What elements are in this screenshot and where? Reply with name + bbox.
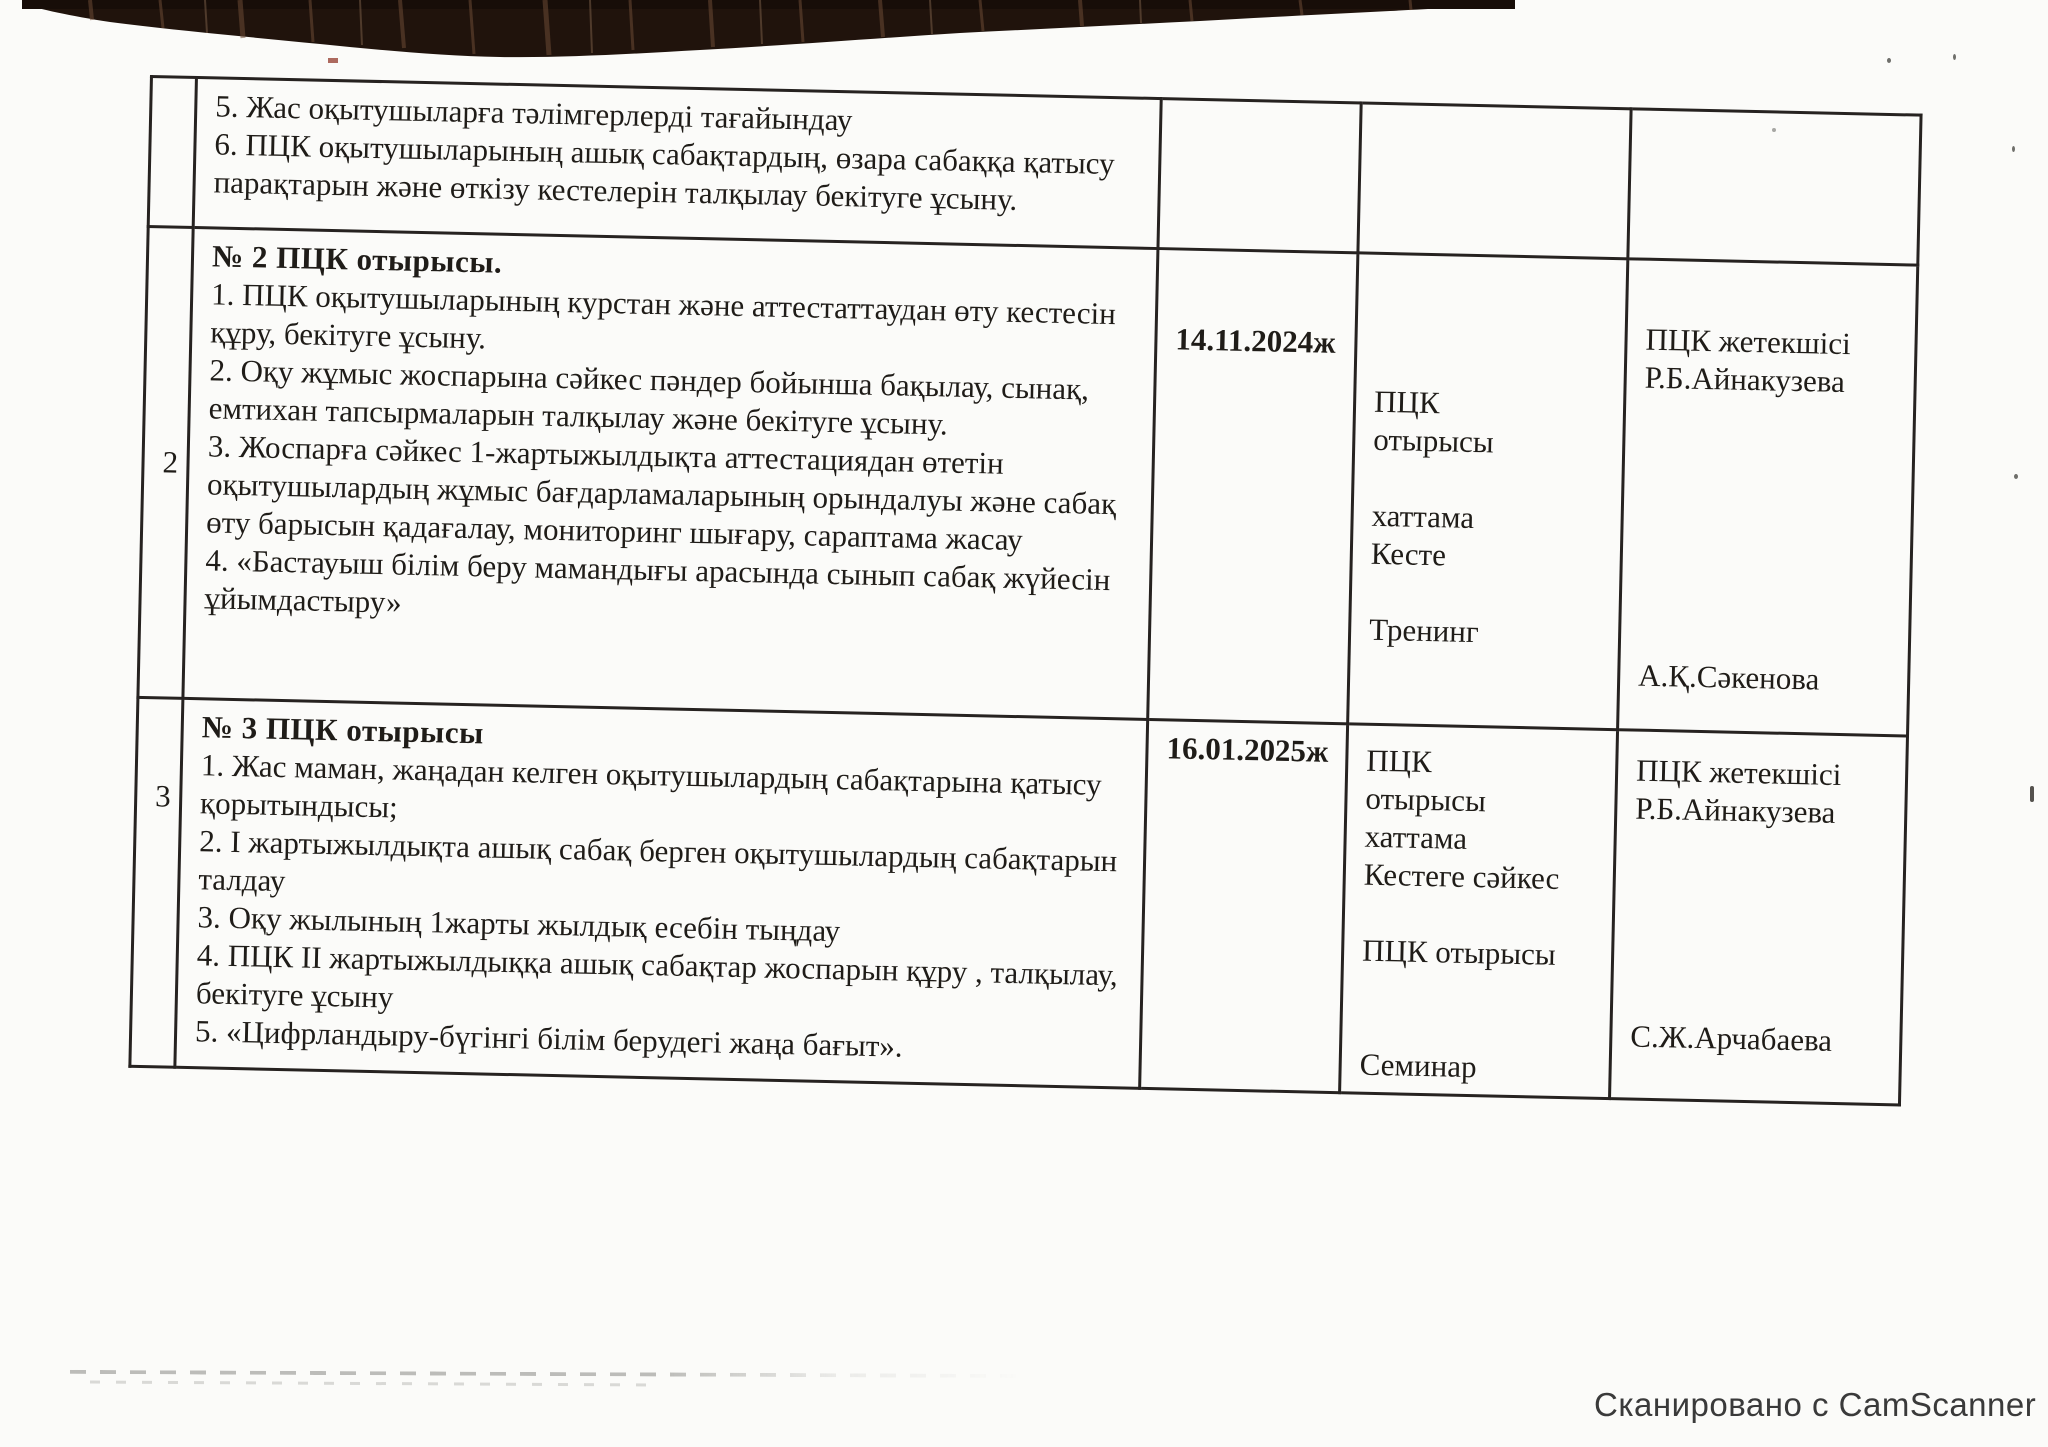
responsible-name: С.Ж.Арчабаева	[1630, 1018, 1833, 1058]
date-cell	[1140, 719, 1348, 1092]
meeting-title: № 2 ПЦК отырысы.	[211, 238, 503, 280]
agenda-item: 1. ПЦК оқытушыларының курстан және аттестаттаудан өту кестесін құру, бекітуге ұсыну.	[210, 276, 1117, 356]
format-cell	[1340, 724, 1618, 1099]
row-number-cell	[130, 697, 183, 1067]
agenda-cell	[183, 227, 1158, 719]
paper-edge-artifact	[70, 1370, 1030, 1378]
meeting-date: 14.11.2024ж	[1175, 321, 1337, 360]
date-cell	[1148, 249, 1358, 724]
row-number-cell	[148, 77, 196, 228]
format-line: ПЦК отырысы	[1361, 932, 1557, 972]
format-line	[1372, 459, 1606, 502]
format-line	[1361, 970, 1595, 1013]
responsible-top	[1635, 752, 1890, 834]
format-cell	[1348, 253, 1628, 730]
schedule-table	[128, 75, 1922, 1106]
agenda-items	[204, 275, 1139, 637]
agenda-items	[195, 746, 1129, 1070]
scan-edge-artifact	[0, 0, 1520, 72]
agenda-item: 4. «Бастауыш білім беру мамандығы арасында сынып сабақ жүйесін ұйымдастыру»	[204, 542, 1111, 620]
agenda-item: 2. Оқу жұмыс жоспарына сәйкес пәндер бойынша бақылау, сынақ, емтихан тапсырмаларын талқылау және бекітуге ұсыну.	[208, 352, 1090, 442]
schedule-table-container	[128, 75, 1922, 1106]
scan-speck	[1887, 58, 1891, 63]
format-line: Семинар	[1359, 1046, 1477, 1085]
scan-speck	[1772, 128, 1776, 132]
responsible-list	[1637, 269, 1900, 726]
agenda-item: 5. «Цифрландыру-бүгінгі білім берудегі жаңа бағыт».	[194, 1013, 904, 1064]
meeting-date: 16.01.2025ж	[1166, 730, 1329, 769]
format-line: отырысы	[1365, 780, 1487, 819]
responsible-list	[1629, 740, 1889, 1087]
format-cell	[1358, 103, 1631, 259]
format-line: хаттама	[1364, 818, 1468, 856]
format-line: Кестеге сәйкес	[1363, 856, 1560, 896]
responsible-cell	[1618, 259, 1918, 736]
scan-speck	[1953, 54, 1956, 60]
format-line: хаттама	[1371, 497, 1475, 535]
responsible-name: Р.Б.Айнакузева	[1634, 790, 1836, 830]
format-line	[1370, 573, 1604, 616]
paper-edge-artifact	[90, 1381, 650, 1387]
format-line: Кесте	[1370, 535, 1447, 573]
agenda-item: 3. Жоспарға сәйкес 1-жартыжылдықта аттестациядан өтетін оқытушылардың жұмыс бағдарламаларының орындалуы және сабақ өту барысын қадағалау, мониторинг шығару, сараптама жасау	[205, 428, 1117, 558]
format-line: ПЦК	[1365, 742, 1433, 780]
row-number: 2	[162, 444, 179, 480]
responsible-name: А.Қ.Сәкенова	[1637, 657, 1820, 697]
responsible-name: Р.Б.Айнакузева	[1644, 359, 1846, 400]
responsible-cell	[1610, 730, 1908, 1105]
agenda-item: 5. Жас оқытушыларға тәлімгерлерді тағайындау	[214, 88, 853, 138]
agenda-item: 2. I жартыжылдықта ашық сабақ берген оқытушылардың сабақтарын талдау	[198, 823, 1118, 899]
meeting-title: № 3 ПЦК отырысы	[201, 709, 485, 751]
responsible-name: ПЦК жетекшісі	[1635, 752, 1842, 793]
scan-speck	[2012, 146, 2015, 152]
agenda-cell	[193, 78, 1161, 249]
format-line	[1363, 894, 1597, 937]
table-row-3	[130, 697, 1908, 1105]
responsible-top	[1644, 321, 1899, 403]
format-line: Тренинг	[1368, 611, 1480, 650]
agenda-item: 6. ПЦК оқытушыларының ашық сабақтардың, өзара сабаққа қатысу парақтарын және өткізу кестелерін талқылау бекітуге ұсыну.	[213, 126, 1115, 217]
responsible-name: ПЦК жетекшісі	[1645, 321, 1852, 362]
agenda-item: 3. Оқу жылының 1жарты жылдық есебін тыңдау	[197, 899, 841, 949]
camscanner-watermark: Сканировано с CamScanner	[1594, 1386, 2037, 1423]
format-line	[1360, 1008, 1594, 1051]
format-line: отырысы	[1372, 421, 1495, 460]
scan-speck	[2014, 474, 2018, 479]
format-line: ПЦК	[1373, 383, 1440, 421]
scan-speck	[2030, 786, 2034, 802]
agenda-item: 4. ПЦК II жартыжылдыққа ашық сабақтар жоспарын құру , талқылау, бекітуге ұсыну	[195, 937, 1119, 1015]
row-number: 3	[154, 778, 172, 814]
agenda-item: 1. Жас маман, жаңадан келген оқытушылардың сабақтарына қатысу қорытындысы;	[199, 747, 1102, 825]
date-cell	[1158, 99, 1361, 253]
responsible-cell	[1628, 109, 1921, 265]
table-row-2	[138, 226, 1918, 736]
agenda-cell	[175, 698, 1148, 1088]
